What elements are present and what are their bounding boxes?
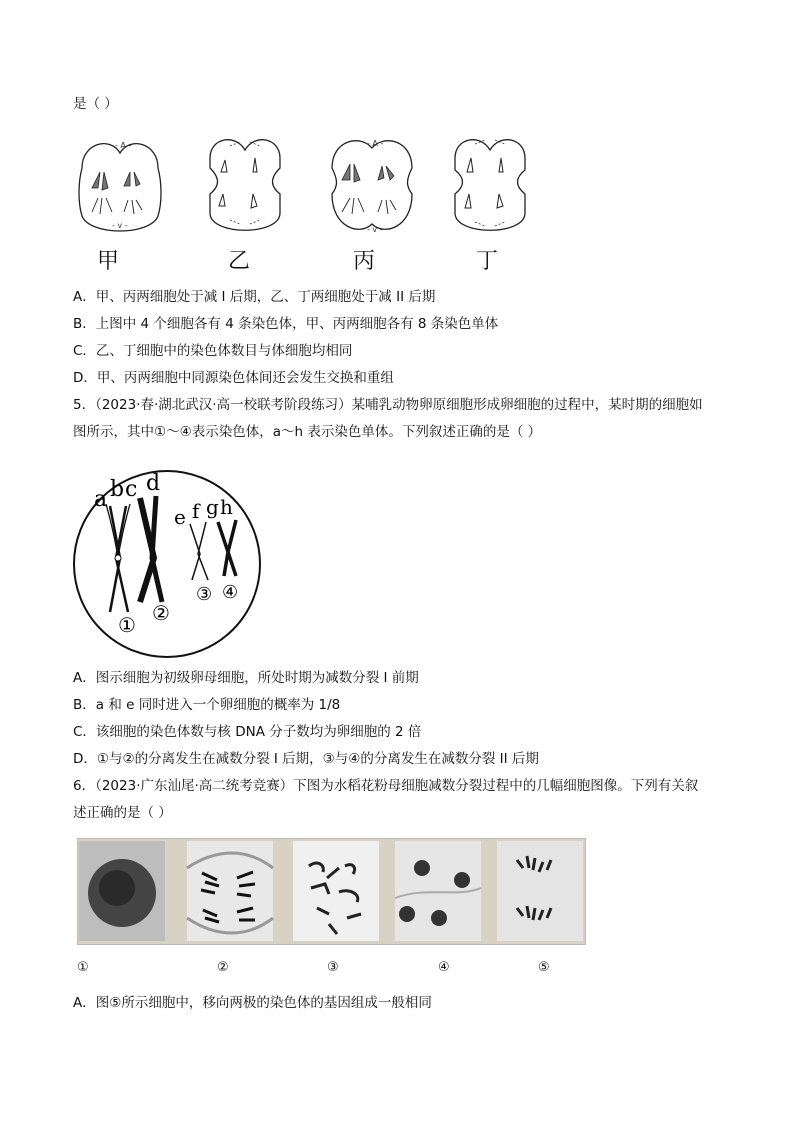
q4-option-a: A．甲、丙两细胞处于减 I 后期，乙、丁两细胞处于减 II 后期 xyxy=(73,289,436,305)
photo-label-1: ① xyxy=(77,960,89,975)
q5-chromosome-figure xyxy=(70,462,265,662)
svg-text:- A -: - A - xyxy=(367,139,384,148)
cell-bing xyxy=(332,139,412,234)
q5-option-b: B．a 和 e 同时进入一个卵细胞的概率为 1/8 xyxy=(73,697,341,713)
photo-label-2: ② xyxy=(217,960,229,975)
chromosome-1: ① xyxy=(118,613,136,637)
q4-stem-tail: 是（ ） xyxy=(73,96,118,112)
q5-option-d: D．①与②的分离发生在减数分裂 I 后期，③与④的分离发生在减数分裂 II 后期 xyxy=(73,751,539,767)
q6-stem-line2: 述正确的是（ ） xyxy=(73,805,172,821)
cell-ding xyxy=(455,140,525,231)
chromatid-f: f xyxy=(192,499,200,523)
caption-jia: 甲 xyxy=(97,249,120,274)
chromatid-e: e xyxy=(174,505,186,529)
chromatid-b: b xyxy=(110,477,125,502)
q5-stem-line1: 5．（2023·春·湖北武汉·高一校联考阶段练习）某哺乳动物卵原细胞形成卵细胞的过程中，某时期的细胞如 xyxy=(73,397,703,413)
chromatid-g: g xyxy=(206,495,219,519)
chromosome-3: ③ xyxy=(196,584,213,605)
photo-label-4: ④ xyxy=(438,960,450,975)
chromatid-a: a xyxy=(94,487,108,512)
q5-stem-line2: 图所示，其中①～④表示染色体，a～h 表示染色单体。下列叙述正确的是（ ） xyxy=(73,424,542,440)
chromosome-2: ② xyxy=(152,601,170,625)
svg-text:- A -: - A - xyxy=(115,141,132,150)
chromosome-4: ④ xyxy=(222,582,239,603)
photo-label-5: ⑤ xyxy=(538,960,550,975)
svg-text:- v -: - v - xyxy=(367,225,383,234)
q5-option-c: C．该细胞的染色体数与核 DNA 分子数均为卵细胞的 2 倍 xyxy=(73,724,422,740)
cell-yi xyxy=(210,140,280,231)
q6-stem-line1: 6．（2023·广东汕尾·高二统考竞赛）下图为水稻花粉母细胞减数分裂过程中的几幅细胞图像。下列有关叙 xyxy=(73,778,699,794)
chromatid-d: d xyxy=(146,471,161,496)
q4-cell-figures xyxy=(70,128,540,243)
q6-option-a: A．图⑤所示细胞中，移向两极的染色体的基因组成一般相同 xyxy=(73,995,432,1011)
cell-jia xyxy=(79,141,161,231)
chromatid-c: c xyxy=(125,477,138,502)
q4-option-d: D．甲、丙两细胞中同源染色体间还会发生交换和重组 xyxy=(73,370,394,386)
caption-bing: 丙 xyxy=(353,249,376,274)
caption-ding: 丁 xyxy=(476,249,499,274)
q6-micrographs xyxy=(77,838,585,944)
q4-option-b: B．上图中 4 个细胞各有 4 条染色体，甲、丙两细胞各有 8 条染色单体 xyxy=(73,316,499,332)
photo-label-3: ③ xyxy=(327,960,339,975)
caption-yi: 乙 xyxy=(228,249,251,274)
svg-text:- v -: - v - xyxy=(112,221,128,230)
q4-option-c: C．乙、丁细胞中的染色体数目与体细胞均相同 xyxy=(73,343,353,359)
q5-option-a: A．图示细胞为初级卵母细胞，所处时期为减数分裂 I 前期 xyxy=(73,670,419,686)
chromatid-h: h xyxy=(220,495,233,519)
